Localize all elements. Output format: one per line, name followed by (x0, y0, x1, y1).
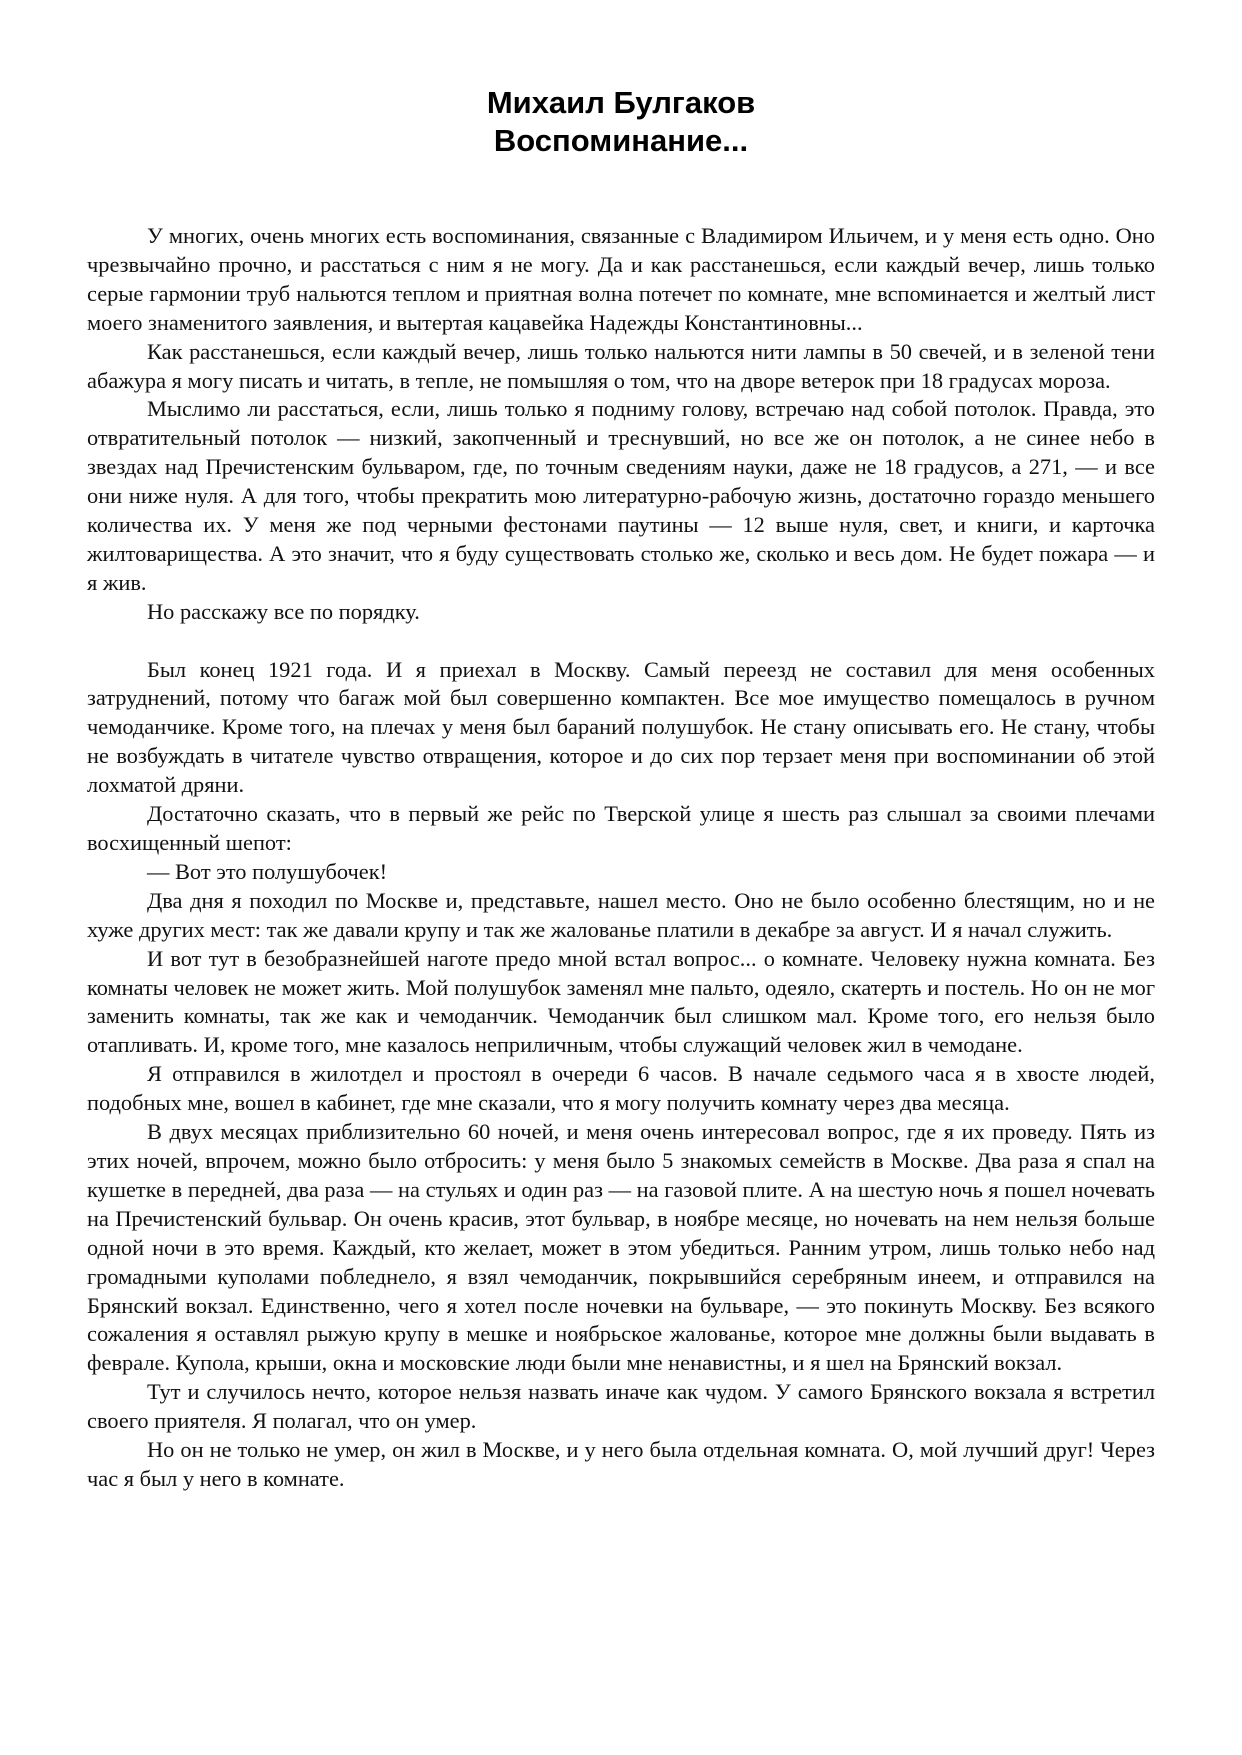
paragraph: Но он не только не умер, он жил в Москве, и у него была отдельная комната. О, мой лучший друг! Через час я был у него в комнате. (87, 1437, 1155, 1491)
paragraph: Достаточно сказать, что в первый же рейс по Тверской улице я шесть раз слышал за своими плечами восхищенный шепот: (87, 801, 1155, 856)
paragraph: Был конец 1921 года. И я приехал в Москву. Самый переезд не составил для меня особенных затруднений, потому что багаж мой был совершенно компактен. Все мое имущество помещалось в ручном чемоданчике. Кроме того, на плечах у меня был бараний полушубок. Не стану описывать его. Не стану, чтобы не возбуждать в читателе чувство отвращения, которое и до сих пор терзает меня при воспоминании об этой лохматой дряни. (87, 656, 1155, 798)
paragraph: — Вот это полушубочек! (147, 858, 388, 884)
paragraph: Но расскажу все по порядку. (147, 598, 420, 624)
paragraph: Я отправился в жилотдел и простоял в очереди 6 часов. В начале седьмого часа я в хвосте людей, подобных мне, вошел в кабинет, где мне сказали, что я могу получить комнату через два месяца. (87, 1061, 1155, 1116)
work-title: Воспоминание... (493, 123, 749, 158)
paragraph: Мыслимо ли расстаться, если, лишь только я подниму голову, встречаю над собой потолок. Правда, это отвратительный потолок — низкий, закопченный и треснувший, но все же он потолок, а не синее небо в звездах над Пречистенским бульваром, где, по точным сведениям науки, даже не 18 градусов, а 271, — и все они ниже нуля. А для того, чтобы прекратить мою литературно-рабочую жизнь, достаточно гораздо меньшего количества их. У меня же под черными фестонами паутины — 12 выше нуля, свет, и книги, и карточка жилтоварищества. А это значит, что я буду существовать столько же, сколько и весь дом. Не будет пожара — и я жив. (87, 396, 1155, 595)
paragraph: И вот тут в безобразнейшей наготе предо мной встал вопрос... о комнате. Человеку нужна комната. Без комнаты человек не может жить. Мой полушубок заменял мне пальто, одеяло, скатерть и постель. Но он не мог заменить комнаты, так же как и чемоданчик. Чемоданчик был слишком мал. Кроме того, его нельзя было отапливать. И, кроме того, мне казалось неприличным, чтобы служащий человек жил в чемодане. (87, 945, 1155, 1058)
body-text (87, 222, 1155, 1494)
paragraph: Два дня я походил по Москве и, представьте, нашел место. Оно не было особенно блестящим, но и не хуже других мест: так же давали крупу и так же жалованье платили в декабре за август. И я начал служить. (87, 887, 1155, 942)
paragraph: В двух месяцах приблизительно 60 ночей, и меня очень интересовал вопрос, где я их проведу. Пять из этих ночей, впрочем, можно было отбросить: у меня было 5 знакомых семейств в Москве. Два раза я спал на кушетке в передней, два раза — на стульях и один раз — на газовой плите. А на шестую ночь я пошел ночевать на Пречистенский бульвар. Он очень красив, этот бульвар, в ноябре месяце, но ночевать на нем нельзя больше одной ночи в это время. Каждый, кто желает, может в этом убедиться. Ранним утром, лишь только небо над громадными куполами побледнело, я взял чемоданчик, покрывшийся серебряным инеем, и отправился на Брянский вокзал. Единственно, чего я хотел после ночевки на бульваре, — это покинуть Москву. Без всякого сожаления я оставлял рыжую крупу в мешке и ноябрьское жалованье, которое мне должны были выдавать в феврале. Купола, крыши, окна и московские люди были мне ненавистны, и я шел на Брянский вокзал. (87, 1119, 1155, 1376)
paragraph: Как расстанешься, если каждый вечер, лишь только нальются нити лампы в 50 свечей, и в зеленой тени абажура я могу писать и читать, в тепле, не помышляя о том, что на дворе ветерок при 18 градусах мороза. (87, 338, 1155, 393)
paragraph: У многих, очень многих есть воспоминания, связанные с Владимиром Ильичем, и у меня есть одно. Оно чрезвычайно прочно, и расстаться с ним я не могу. Да и как расстанешься, если каждый вечер, лишь только серые гармонии труб нальются теплом и приятная волна потечет по комнате, мне вспоминается и желтый лист моего знаменитого заявления, и вытертая кацавейка Надежды Константиновны... (87, 223, 1155, 335)
title-block (0, 84, 1242, 160)
author-name: Михаил Булгаков (486, 85, 756, 120)
paragraph: Тут и случилось нечто, которое нельзя назвать иначе как чудом. У самого Брянского вокзала я встретил своего приятеля. Я полагал, что он умер. (87, 1379, 1155, 1434)
